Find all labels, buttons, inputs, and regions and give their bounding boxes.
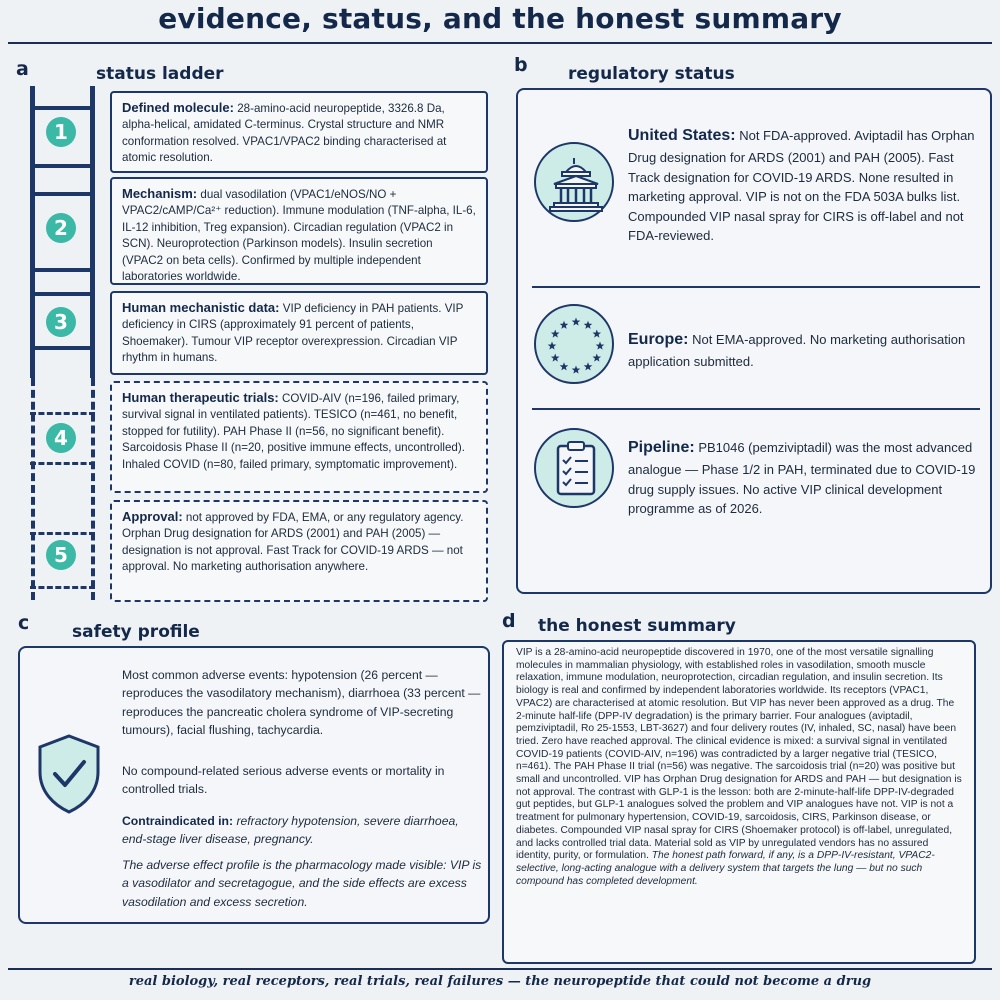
step-heading: Human mechanistic data: bbox=[122, 300, 280, 315]
regulatory-divider bbox=[532, 408, 980, 410]
eu-star bbox=[584, 362, 593, 370]
capitol-building-icon bbox=[534, 142, 614, 222]
eu-star bbox=[596, 342, 605, 350]
eu-star bbox=[551, 354, 560, 362]
contraindications-heading: Contraindicated in: bbox=[122, 814, 234, 828]
eu-star bbox=[572, 318, 581, 326]
honest-summary-box bbox=[502, 640, 976, 964]
regulatory-pipeline-heading: Pipeline: bbox=[628, 439, 695, 456]
panel-c-letter: c bbox=[18, 612, 30, 634]
panel-b-title: regulatory status bbox=[568, 64, 735, 84]
step-box-therapeutic-trials bbox=[110, 381, 488, 493]
step-number-1: 1 bbox=[46, 117, 76, 147]
summary-text: VIP is a 28-amino-acid neuropeptide discovered in 1970, one of the most versatile signalling molecules in mammalian physiology, with established roles in vasodilation, smooth muscle relaxation, immune modulation, neuroprotection, circadian regulation, and insulin secretion. Its biology is real and confirmed by independent laboratories worldwide. Its receptors (VPAC1, VPAC2) are characterised at atomic resolution. But VIP has never been approved as a drug. The 2-minute half-life (DPP-IV degradation) is the primary barrier. Four analogues (aviptadil, pemziviptadil, Ro 25-1553, LBT-3627) and four delivery routes (IV, inhaled, SC, nasal) have been tried. Zero have reached approval. The clinical evidence is mixed: a survival signal in ventilated COVID-19 patients (COVID-AIV, n=196) was contradicted by a larger negative trial (TESICO, n=461). The PAH Phase II trial (n=56) was negative. The sarcoidosis trial (n=20) was positive but small and uncontrolled. VIP has Orphan Drug designation for ARDS and PAH — but designation is not approval. The contrast with GLP-1 is the lesson: both are 2-minute-half-life DPP-IV-degraded gut peptides, but GLP-1 analogues solved the problem and VIP analogues have not. VIP is not a treatment for pulmonary hypertension, COVID-19, sarcoidosis, CIRS, Parkinson disease, or diabetes. Compounded VIP nasal spray for CIRS (Shoemaker protocol) is off-label, unregulated, and lacks controlled trial data. Material sold as VIP by unregulated vendors has no assured identity, purity, or formulation. bbox=[516, 647, 962, 862]
step-heading: Human therapeutic trials: bbox=[122, 390, 279, 405]
step-heading: Defined molecule: bbox=[122, 100, 234, 115]
ladder-rung bbox=[30, 268, 95, 272]
ladder-rung-dashed bbox=[30, 586, 95, 589]
step-number-4: 4 bbox=[46, 423, 76, 453]
panel-b-letter: b bbox=[514, 54, 528, 76]
regulatory-europe-text: Not EMA-approved. No marketing authorisation application submitted. bbox=[628, 332, 966, 369]
regulatory-us-text: Not FDA-approved. Aviptadil has Orphan Drug designation for ARDS (2001) and PAH (2005). Fast Track designation for COVID-19 ARDS. None resulted in marketing approval. VIP is not on the FDA 503A bulks list. Compounded VIP nasal spray for CIRS is off-label and not FDA-reviewed. bbox=[628, 128, 975, 243]
ladder-rung bbox=[30, 346, 95, 350]
step-number-5: 5 bbox=[46, 540, 76, 570]
eu-star bbox=[560, 362, 569, 370]
footer-tagline: real biology, real receptors, real trials, real failures — the neuropeptide that could not become a drug bbox=[128, 974, 872, 989]
step-text: 28-amino-acid neuropeptide, 3326.8 Da, alpha-helical, amidated C-terminus. Crystal structure and NMR conformation resolved. VPAC1/VPAC2 binding characterised at atomic resolution. bbox=[122, 102, 447, 165]
step-text: VIP deficiency in PAH patients. VIP deficiency in CIRS (approximately 91 percent of patients, Shoemaker). Tumour VIP receptor overexpression. Circadian VIP rhythm in humans. bbox=[122, 302, 464, 365]
step-heading: Mechanism: bbox=[122, 186, 198, 201]
step-text: dual vasodilation (VPAC1/eNOS/NO + VPAC2/cAMP/Ca²⁺ reduction). Immune modulation (TNF-alpha, IL-6, IL-12 inhibition, Treg expansion). Circadian regulation (VPAC2 in SCN). Neuroprotection (Parkinson models). Insulin secretion (VPAC2 on beta cells). Confirmed by multiple independent laboratories worldwide. bbox=[122, 188, 476, 284]
safety-serious-events: No compound-related serious adverse events or mortality in controlled trials. bbox=[122, 764, 445, 797]
safety-summary-text: The adverse effect profile is the pharmacology made visible: VIP is a vasodilator and secretagogue, and the side effects are excess vasodilation and excess secretion. bbox=[122, 858, 482, 909]
safety-profile-box bbox=[18, 646, 490, 924]
eu-star bbox=[593, 330, 602, 338]
regulatory-pipeline-text: PB1046 (pemziviptadil) was the most advanced analogue — Phase 1/2 in PAH, terminated due to COVID-19 drug supply issues. No active VIP clinical development programme as of 2026. bbox=[628, 440, 976, 516]
ladder-rung-dashed bbox=[30, 462, 95, 465]
ladder-rung bbox=[30, 192, 95, 196]
step-box-mechanism bbox=[110, 177, 488, 285]
page-title: evidence, status, and the honest summary bbox=[158, 2, 842, 35]
eu-star bbox=[551, 330, 560, 338]
regulatory-europe-heading: Europe: bbox=[628, 331, 689, 348]
ladder-rung bbox=[30, 106, 95, 110]
eu-star bbox=[560, 321, 569, 329]
ladder-rung-dashed bbox=[30, 532, 95, 535]
step-text: COVID-AIV (n=196, failed primary, survival signal in ventilated patients). TESICO (n=461, no benefit, stopped for futility). PAH Phase II (n=56, no significant benefit). Sarcoidosis Phase II (n=20, positive immune effects, uncontrolled). Inhaled COVID (n=80, failed primary, symptomatic improvement). bbox=[122, 392, 465, 471]
title-divider bbox=[8, 42, 992, 44]
ladder-rung bbox=[30, 164, 95, 168]
step-box-approval bbox=[110, 500, 488, 602]
clipboard-checklist-icon bbox=[534, 428, 614, 508]
ladder-rung-dashed bbox=[30, 412, 95, 415]
summary-italic-text: The honest path forward, if any, is a DPP-IV-resistant, VPAC2-selective, long-acting analogue with a delivery system that targets the lung — but no such compound has completed development. bbox=[516, 850, 935, 887]
panel-a-title: status ladder bbox=[96, 64, 224, 84]
step-box-human-mechanistic bbox=[110, 291, 488, 375]
panel-d-letter: d bbox=[502, 610, 516, 632]
eu-star bbox=[593, 354, 602, 362]
step-heading: Approval: bbox=[122, 509, 183, 524]
panel-c-title: safety profile bbox=[72, 622, 200, 642]
safety-adverse-events: Most common adverse events: hypotension (26 percent — reproduces the vasodilatory mechanism), diarrhoea (33 percent — reproduces the pancreatic cholera syndrome of VIP-secreting tumours), facial flushing, tachycardia. bbox=[122, 668, 481, 737]
eu-stars-icon bbox=[534, 304, 614, 384]
ladder-rail-left bbox=[30, 86, 35, 378]
regulatory-europe bbox=[628, 328, 978, 372]
safety-summary bbox=[122, 856, 482, 911]
regulatory-divider bbox=[532, 286, 980, 288]
eu-star bbox=[572, 366, 581, 374]
step-number-3: 3 bbox=[46, 307, 76, 337]
regulatory-status-box bbox=[516, 88, 992, 594]
regulatory-pipeline bbox=[628, 436, 978, 519]
eu-star bbox=[548, 342, 557, 350]
shield-check-icon bbox=[34, 732, 104, 821]
step-box-defined-molecule bbox=[110, 91, 488, 173]
regulatory-us bbox=[628, 124, 978, 246]
panel-a-letter: a bbox=[16, 58, 29, 80]
step-number-2: 2 bbox=[46, 213, 76, 243]
regulatory-us-heading: United States: bbox=[628, 127, 736, 144]
contraindications-text: refractory hypotension, severe diarrhoea, end-stage liver disease, pregnancy. bbox=[122, 814, 459, 847]
panel-d-title: the honest summary bbox=[538, 616, 736, 636]
footer-divider bbox=[8, 968, 992, 970]
ladder-rung bbox=[30, 292, 95, 296]
step-text: not approved by FDA, EMA, or any regulatory agency. Orphan Drug designation for ARDS (2001) and PAH (2005) — designation is not approval. Fast Track for COVID-19 ARDS — not approval. No marketing authorisation anywhere. bbox=[122, 511, 464, 574]
eu-star bbox=[584, 321, 593, 329]
ladder-rail-right bbox=[90, 86, 95, 378]
safety-contraindications bbox=[122, 812, 482, 849]
